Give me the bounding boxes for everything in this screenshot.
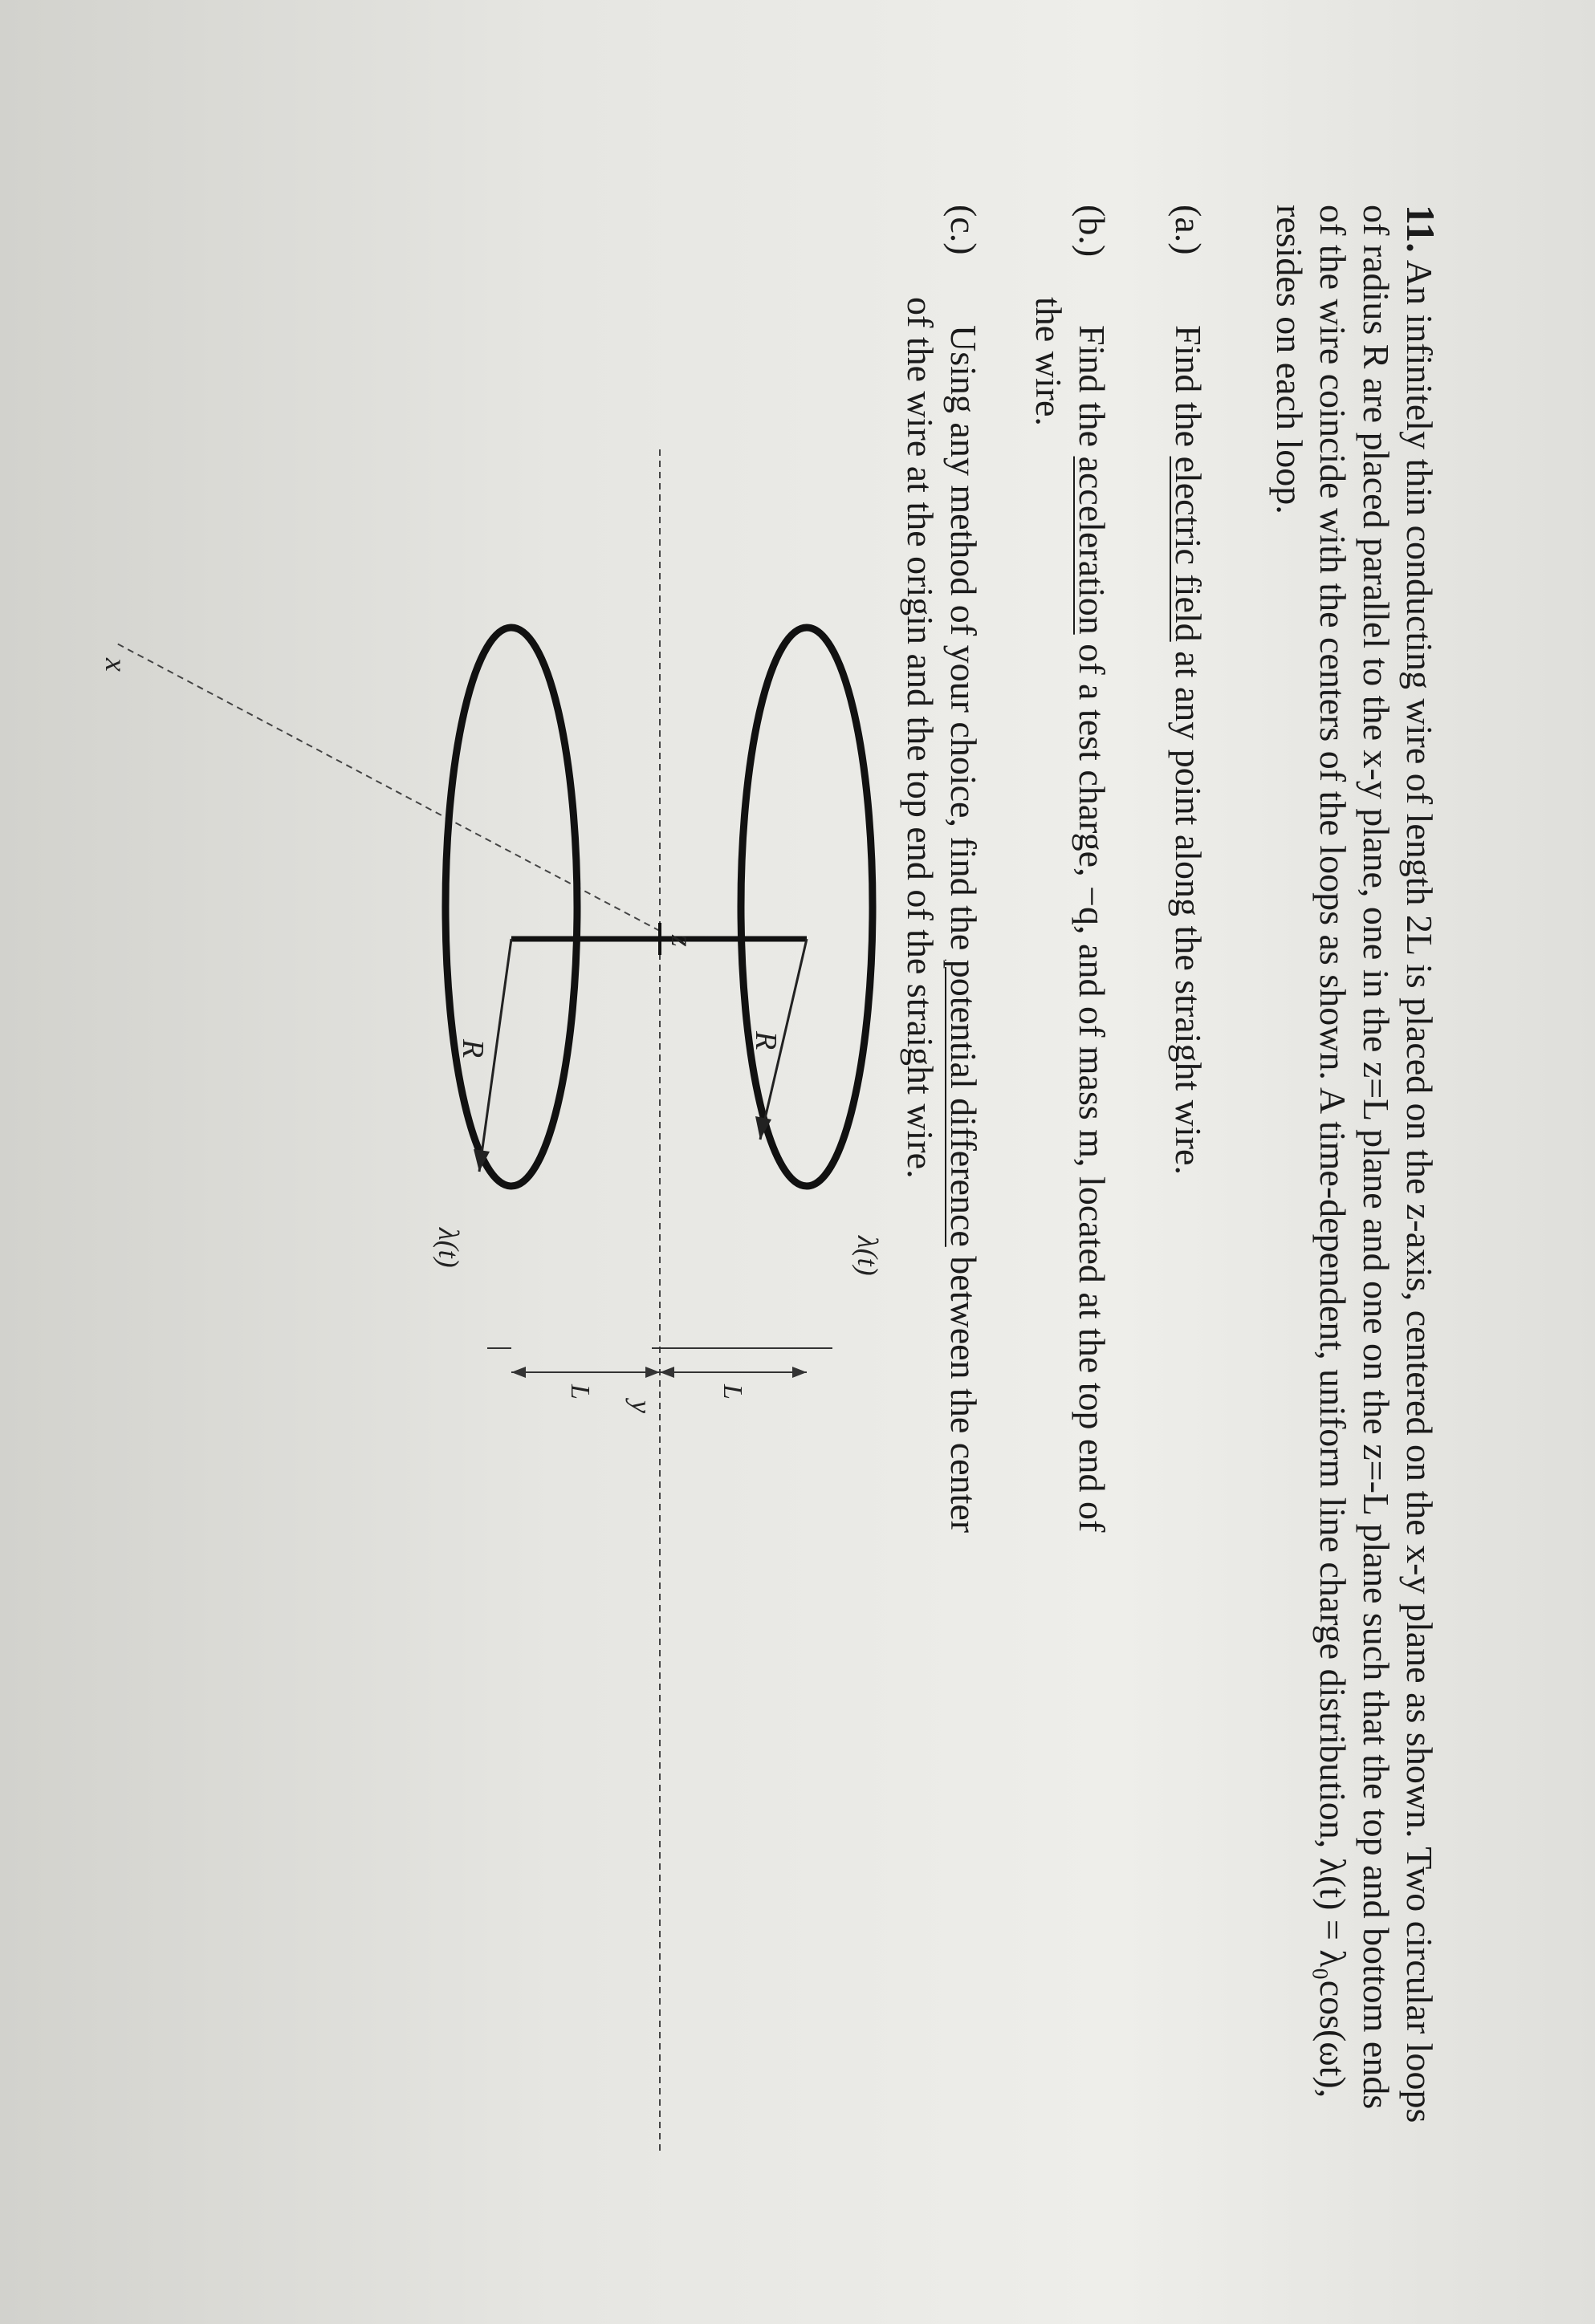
part-b-post: of a test charge, −q, and of mass m, located at the top end of bbox=[1072, 634, 1113, 1533]
top-dim-arrow-down bbox=[660, 1367, 674, 1378]
part-b-pre: Find the bbox=[1072, 325, 1113, 457]
problem-number: 11. bbox=[1398, 205, 1443, 253]
part-c-emphasis: potential difference bbox=[943, 959, 984, 1247]
part-a-pre: Find the bbox=[1168, 325, 1209, 457]
part-a-label: (a.) bbox=[1168, 205, 1209, 255]
bottom-loop bbox=[446, 628, 577, 1186]
bottom-dim-arrow-down bbox=[511, 1367, 526, 1378]
top-loop bbox=[741, 628, 873, 1186]
bottom-dimension-label: L bbox=[565, 1384, 595, 1400]
part-b-continuation: the wire. bbox=[1028, 297, 1069, 426]
top-radius-label: R bbox=[749, 1031, 783, 1050]
part-c-pre: Using any method of your choice, find the bbox=[943, 325, 984, 960]
bottom-dim-arrow-up bbox=[645, 1367, 660, 1378]
bottom-charge-label: λ(t) bbox=[433, 1228, 465, 1268]
x-axis-label: x bbox=[99, 658, 132, 672]
z-axis-label: z bbox=[665, 935, 698, 947]
bottom-radius-label: R bbox=[456, 1039, 490, 1058]
part-c-post: between the center bbox=[943, 1246, 984, 1534]
part-b-label: (b.) bbox=[1072, 205, 1113, 258]
part-c-continuation: of the wire at the origin and the top end of the straight wire. bbox=[900, 297, 941, 1179]
part-a-post: at any point along the straight wire. bbox=[1168, 641, 1209, 1175]
top-dim-arrow-up bbox=[792, 1367, 807, 1378]
y-axis-label: y bbox=[625, 1400, 657, 1413]
part-c-label: (c.) bbox=[943, 205, 984, 255]
part-a-emphasis: electric field bbox=[1168, 456, 1209, 642]
part-b-emphasis: acceleration bbox=[1072, 456, 1113, 635]
top-charge-label: λ(t) bbox=[852, 1236, 884, 1276]
top-dimension-label: L bbox=[718, 1384, 747, 1400]
problem-text: An infinitely thin conducting wire of length 2L is placed on the z-axis, centered on the x-y plane as shown. Two circular loops of radius R are placed parallel to the x-y plane, one in the z=L plane and one on the z=-L plane such that the top and bottom ends of the wire coincide with the centers of the loops as shown. A time-dependent, uniform line charge distribution, λ(t) = λ₀cos(ωt), resides on each loop. bbox=[1269, 205, 1440, 2123]
